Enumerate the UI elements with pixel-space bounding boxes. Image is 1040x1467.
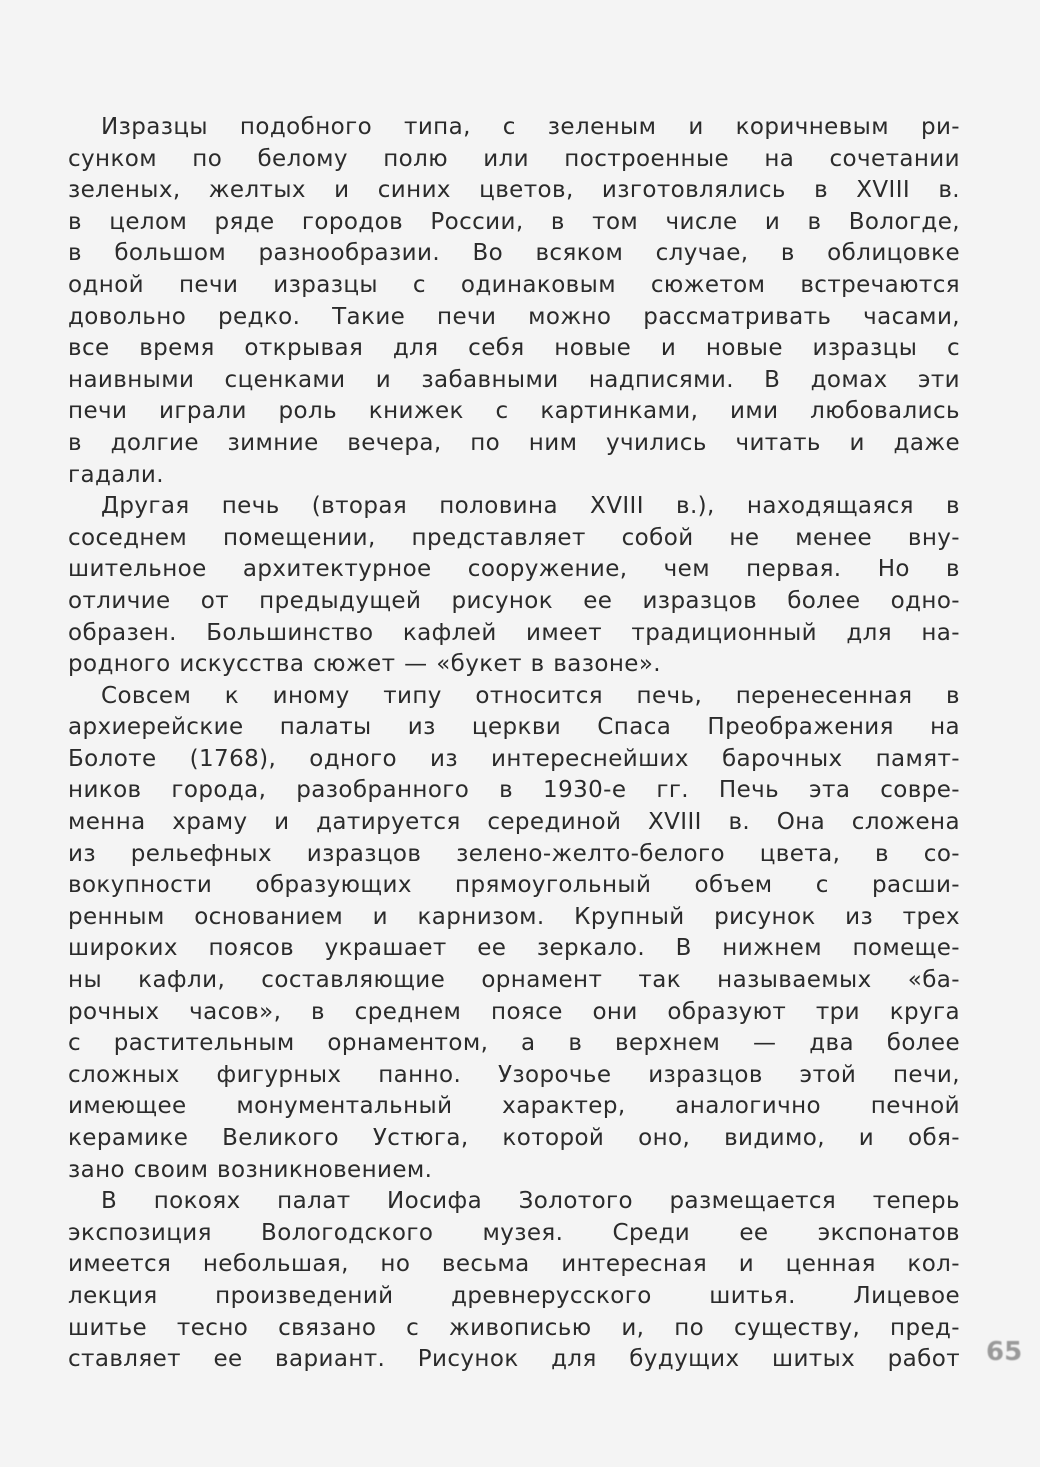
text-line: имеется небольшая, но весьма интересная и ценная кол- bbox=[68, 1251, 960, 1278]
text-line: ников города, разобранного в 1930-е гг. Печь эта совре- bbox=[68, 777, 960, 804]
text-line: ны кафли, составляющие орнамент так называемых «ба- bbox=[68, 967, 960, 994]
paragraph-3 bbox=[68, 681, 960, 1187]
text-line: из рельефных изразцов зелено-желто-белого цвета, в со- bbox=[68, 840, 960, 867]
paragraph-4 bbox=[68, 1186, 960, 1376]
text-line: шитье тесно связано с живописью и, по существу, пред- bbox=[68, 1314, 960, 1341]
text-line: шительное архитектурное сооружение, чем первая. Но в bbox=[68, 556, 960, 583]
paragraph-1 bbox=[68, 112, 960, 491]
text-line: имеющее монументальный характер, аналогично печной bbox=[68, 1093, 960, 1120]
text-line: экспозиция Вологодского музея. Среди ее экспонатов bbox=[68, 1219, 960, 1246]
text-line: наивными сценками и забавными надписями. В домах эти bbox=[68, 366, 960, 393]
text-line: все время открывая для себя новые и новые изразцы с bbox=[68, 335, 960, 362]
text-line: широких поясов украшает ее зеркало. В нижнем помеще- bbox=[68, 935, 960, 962]
text-line: ренным основанием и карнизом. Крупный рисунок из трех bbox=[68, 903, 960, 930]
text-line: образен. Большинство кафлей имеет традиционный для на- bbox=[68, 619, 960, 646]
text-line: рочных часов», в среднем поясе они образуют три круга bbox=[68, 998, 960, 1025]
text-line: лекция произведений древнерусского шитья. Лицевое bbox=[68, 1282, 960, 1309]
text-line: довольно редко. Такие печи можно рассматривать часами, bbox=[68, 303, 960, 330]
page-body bbox=[68, 112, 960, 1376]
text-line: зеленых, желтых и синих цветов, изготовлялись в XVIII в. bbox=[68, 177, 960, 204]
text-line: зано своим возникновением. bbox=[68, 1156, 433, 1183]
text-line: керамике Великого Устюга, которой оно, видимо, и обя- bbox=[68, 1125, 960, 1151]
text-line: в целом ряде городов России, в том числе и в Вологде, bbox=[68, 208, 960, 235]
text-line: Изразцы подобного типа, с зеленым и коричневым ри- bbox=[101, 114, 960, 140]
text-line: отличие от предыдущей рисунок ее изразцов более одно- bbox=[68, 587, 960, 614]
text-line: менна храму и датируется серединой XVIII в. Она сложена bbox=[68, 809, 960, 836]
text-line: родного искусства сюжет — «букет в вазоне». bbox=[68, 651, 661, 678]
text-line: соседнем помещении, представляет собой не менее вну- bbox=[68, 524, 960, 551]
text-line: одной печи изразцы с одинаковым сюжетом встречаются bbox=[68, 271, 960, 298]
page-number: 65 bbox=[986, 1337, 1023, 1367]
text-line: гадали. bbox=[68, 461, 164, 488]
text-line: архиерейские палаты из церкви Спаса Преображения на bbox=[68, 714, 960, 741]
text-line: Другая печь (вторая половина XVIII в.), находящаяся в bbox=[101, 493, 960, 520]
text-line: вокупности образующих прямоугольный объем с расши- bbox=[68, 872, 960, 899]
text-line: сложных фигурных панно. Узорочье изразцов этой печи, bbox=[68, 1061, 960, 1088]
text-line: в большом разнообразии. Во всяком случае, в облицовке bbox=[68, 240, 960, 267]
text-line: в долгие зимние вечера, по ним учились читать и даже bbox=[68, 429, 960, 456]
text-line: сунком по белому полю или построенные на сочетании bbox=[68, 145, 960, 172]
paragraph-2 bbox=[68, 491, 960, 681]
text-line: печи играли роль книжек с картинками, ими любовались bbox=[68, 398, 960, 425]
text-line: В покоях палат Иосифа Золотого размещается теперь bbox=[101, 1188, 960, 1215]
text-line: Болоте (1768), одного из интереснейших барочных памят- bbox=[68, 745, 960, 772]
text-line: с растительным орнаментом, а в верхнем — два более bbox=[68, 1030, 960, 1057]
text-line: Совсем к иному типу относится печь, перенесенная в bbox=[101, 682, 960, 709]
text-line: ставляет ее вариант. Рисунок для будущих шитых работ bbox=[68, 1346, 960, 1373]
